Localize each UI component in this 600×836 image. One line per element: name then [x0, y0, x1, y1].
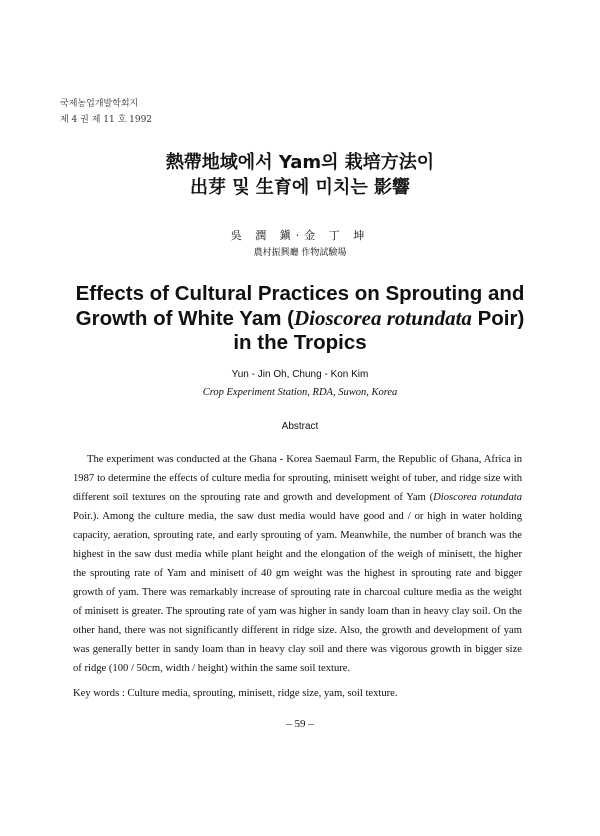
- abstract-body: [73, 450, 522, 678]
- title-prefix: Growth of White Yam (: [75, 307, 294, 330]
- korean-title-line-2: 出芽 및 生育에 미치는 影響: [189, 177, 410, 198]
- keywords: Key words : Culture media, sprouting, minisett, ridge size, yam, soil texture.: [73, 688, 398, 699]
- abstract-heading: Abstract: [281, 421, 319, 432]
- journal-header: [60, 96, 152, 128]
- korean-authors: 吳 潤 鎭·金 丁 坤: [230, 229, 370, 242]
- journal-volume: 제 4 권 제 11 호 1992: [60, 115, 153, 125]
- english-title: [30, 282, 570, 355]
- english-affiliation: Crop Experiment Station, RDA, Suwon, Korea: [202, 387, 398, 398]
- abstract-part-2: Poir.). Among the culture media, the saw dust media would have good and / or high in water holding capacity, aeration, sprouting rate, and early sprouting of yam. Meanwhile, the number of branch was the highest in the saw dust media while plant height and the elongation of the weigh of minisett, the higher the sprouting rate of Yam and minisett of 40 gm weight was the highest in sprouting rate and bigger growth of yam. There was remarkably increase of sprouting rate in charcoal culture media as the weight of minisett is greater. The sprouting rate of yam was higher in sandy loam than in heavy clay soil. On the other hand, there was not significantly different in ridge size. Also, the growth and development of yam was generally better in sandy loam than in heavy clay soil and there was vigorous growth in bigger size of ridge (100 / 50cm, width / height) within the same soil texture.: [73, 511, 522, 674]
- english-title-line-3: in the Tropics: [233, 331, 367, 354]
- korean-title-line-1: 熱帶地域에서 Yam의 栽培方法이: [165, 152, 435, 173]
- species-name: Dioscorea rotundata: [293, 306, 472, 330]
- page-number: – 59 –: [286, 718, 314, 730]
- english-title-line-2: [30, 306, 570, 331]
- abstract-part-1: The experiment was conducted at the Ghana - Korea Saemaul Farm, the Republic of Ghana, Africa in 1987 to determine the effects of culture media for sprouting, minisett weight of tuber, and ridge size with different soil textures on the sprouting rate and growth and development of Yam (: [73, 454, 522, 503]
- title-suffix: Poir): [471, 307, 525, 330]
- korean-affiliation: 農村振興廳 作物試驗場: [253, 248, 347, 258]
- english-title-line-1: Effects of Cultural Practices on Sprouting and: [75, 282, 525, 305]
- english-authors: Yun - Jin Oh, Chung - Kon Kim: [231, 369, 369, 380]
- journal-name: 국제농업개발학회지: [60, 99, 139, 109]
- abstract-species: Dioscorea rotundata: [433, 492, 522, 503]
- korean-title: [0, 150, 600, 200]
